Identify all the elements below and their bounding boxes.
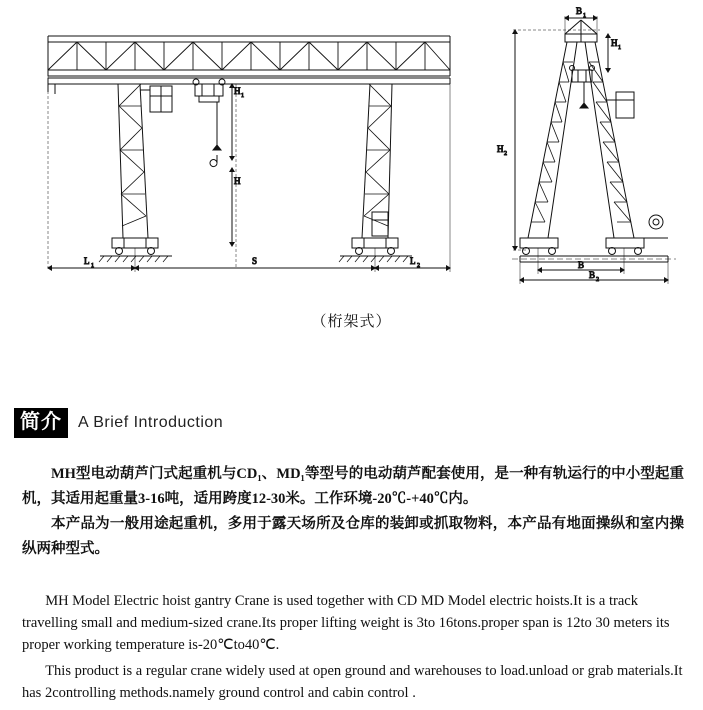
dim-b: B xyxy=(578,260,585,270)
svg-text:2: 2 xyxy=(596,277,599,283)
dim-h-left: H xyxy=(234,176,241,186)
svg-text:1: 1 xyxy=(91,263,94,269)
section-title-en: A Brief Introduction xyxy=(78,414,224,431)
technical-drawing xyxy=(0,0,703,345)
section-heading xyxy=(14,408,223,438)
dim-l1: L xyxy=(84,256,90,266)
cn-paragraph-2: 本产品为一般用途起重机，多用于露天场所及仓库的装卸或抓取物料，本产品有地面操纵和室内操纵两种型式。 xyxy=(22,516,684,557)
svg-text:2: 2 xyxy=(504,151,507,157)
dim-h2: H xyxy=(497,144,504,154)
dim-b1: B xyxy=(576,6,583,16)
english-description xyxy=(22,590,684,708)
svg-text:1: 1 xyxy=(618,45,621,51)
dim-b2: B xyxy=(589,270,596,280)
svg-text:1: 1 xyxy=(241,93,244,99)
en-paragraph-1: MH Model Electric hoist gantry Crane is used together with CD MD Model electric hoists.It is a track travelling small and medium-sized crane.Its proper lifting weight is 3to 16tons.proper span is 12to 30 meters its proper working temperature is-20℃to40℃. xyxy=(22,593,670,653)
crane-drawing-svg xyxy=(0,0,703,345)
en-paragraph-2: This product is a regular crane widely used at open ground and warehouses to load.unload or grab materials.It has 2controlling methods.namely ground control and cabin control . xyxy=(22,663,683,701)
drawing-caption: （桁架式） xyxy=(311,314,392,330)
dim-s: S xyxy=(252,256,258,266)
chinese-description xyxy=(22,462,684,562)
cn-paragraph-1: MH型电动葫芦门式起重机与CD₁、MD₁等型号的电动葫芦配套使用，是一种有轨运行的中小型起重机，其适用起重量3-16吨，适用跨度12-30米。工作环境-20℃-+40℃内。 xyxy=(22,466,684,507)
dim-h1-right: H xyxy=(611,38,618,48)
section-title-cn: 简介 xyxy=(14,408,68,438)
dim-l2: L xyxy=(410,256,416,266)
svg-text:2: 2 xyxy=(417,263,420,269)
dim-h1-left: H xyxy=(234,86,241,96)
svg-text:1: 1 xyxy=(583,13,586,19)
